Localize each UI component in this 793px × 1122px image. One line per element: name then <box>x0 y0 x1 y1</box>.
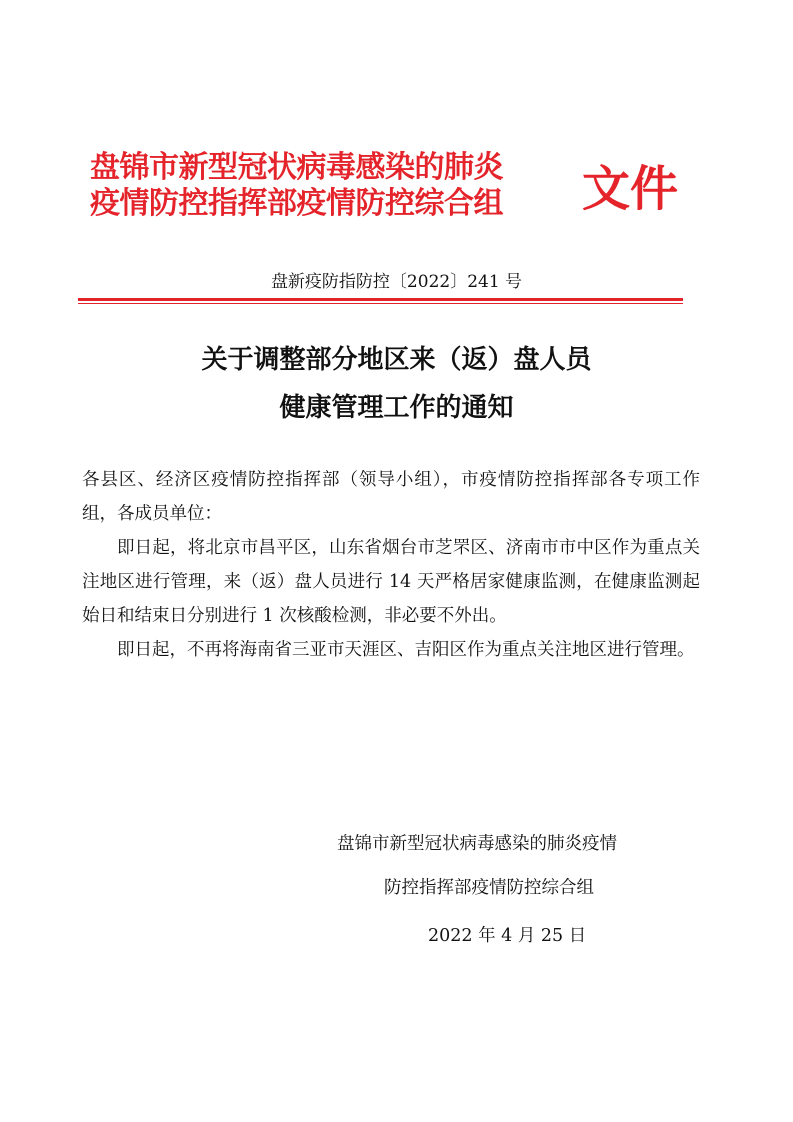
issuer-line-1: 盘锦市新型冠状病毒感染的肺炎 <box>90 150 503 185</box>
signature-line-2: 防控指挥部疫情防控综合组 <box>384 878 594 898</box>
signature-line-1: 盘锦市新型冠状病毒感染的肺炎疫情 <box>337 834 617 854</box>
body-paragraph-1: 即日起，将北京市昌平区，山东省烟台市芝罘区、济南市市中区作为重点关注地区进行管理，来（返）盘人员进行 14 天严格居家健康监测，在健康监测起始日和结束日分别进行 1 次核酸检测，非必要不外出。 <box>82 538 700 626</box>
issuer-name <box>90 150 570 222</box>
document-kind-label: 文件 <box>582 161 679 217</box>
recipients-paragraph: 各县区、经济区疫情防控指挥部（领导小组），市疫情防控指挥部各专项工作组，各成员单位： <box>82 470 700 524</box>
title-line-1: 关于调整部分地区来（返）盘人员 <box>201 345 592 375</box>
document-number: 盘新疫防指防控〔2022〕241 号 <box>270 272 523 292</box>
document-title <box>0 336 793 432</box>
red-divider-thin <box>78 303 683 304</box>
issuer-line-2: 疫情防控指挥部疫情防控综合组 <box>90 186 503 221</box>
body-paragraph-2: 即日起，不再将海南省三亚市天涯区、吉阳区作为重点关注地区进行管理。 <box>117 640 695 660</box>
red-divider <box>78 298 683 301</box>
document-header <box>90 150 690 230</box>
title-line-2: 健康管理工作的通知 <box>279 393 514 423</box>
signature-date: 2022 年 4 月 25 日 <box>428 926 587 946</box>
document-body <box>82 463 700 667</box>
